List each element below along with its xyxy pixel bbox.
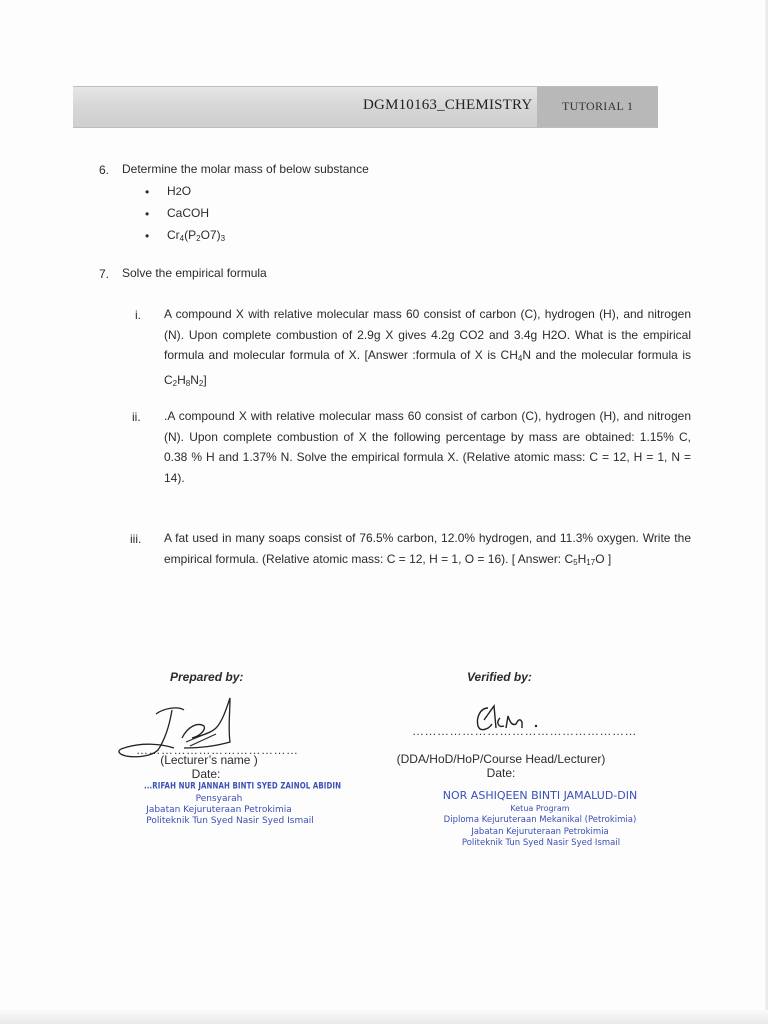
lecturer-stamp-institution: Politeknik Tun Syed Nasir Syed Ismail xyxy=(146,816,314,826)
question-6-text: Determine the molar mass of below substance xyxy=(122,162,369,176)
part-iii-label: iii. xyxy=(130,532,142,546)
verifier-stamp-program: Diploma Kejuruteraan Mekanikal (Petrokimia) xyxy=(443,815,637,825)
lecturer-stamp-title: Pensyarah xyxy=(195,794,243,804)
verifier-stamp-name: NOR ASHIQEEN BINTI JAMALUD-DIN xyxy=(442,789,638,802)
list-bullet: • xyxy=(145,207,150,221)
part-i-text: A compound X with relative molecular mass 60 consist of carbon (C), hydrogen (H), and nitrogen (N). Upon complete combustion of 2.9g X gives 4.2g CO2 and 3.4g H2O. What is the empirical formula and molecular formula of X. [Answer :formula of X is $CH_4N$ and the molecular formula is $C_2H_8N_2$] xyxy=(164,307,691,388)
verified-date-label: Date: xyxy=(486,766,516,780)
substance-chromium-pyrophosphate: $Cr_4(P_2O7)_3$ xyxy=(167,228,226,243)
prepared-date-label: Date: xyxy=(191,767,221,781)
course-code: DGM10163_CHEMISTRY xyxy=(363,97,533,113)
question-7-number: 7. xyxy=(99,267,110,281)
question-7-text: Solve the empirical formula xyxy=(122,266,267,280)
lecturer-stamp-name: ...RIFAH NUR JANNAH BINTI SYED ZAINOL ABIDIN xyxy=(144,781,342,791)
substance-h2o: H2O xyxy=(167,184,192,198)
tutorial-label: TUTORIAL 1 xyxy=(562,99,634,113)
substance-cacoh: CaCOH xyxy=(167,206,210,220)
list-bullet: • xyxy=(145,229,150,243)
page-edge-bottom xyxy=(0,1010,768,1024)
signature-line: ………………………………… xyxy=(136,743,299,757)
verifier-stamp-department: Jabatan Kejuruteraan Petrokimia xyxy=(471,827,609,837)
part-ii-label: ii. xyxy=(132,410,141,424)
list-bullet: • xyxy=(145,185,150,199)
prepared-by-label: Prepared by: xyxy=(170,670,244,684)
signature-line: ……………………………………………… xyxy=(412,724,637,738)
part-ii-text: .A compound X with relative molecular mass 60 consist of carbon (C), hydrogen (H), and nitrogen (N). Upon complete combustion of X the following percentage by mass are obtained: 1.15% C, 0.38 % H and 1.37% N. Solve the empirical formula X. (Relative atomic mass: C = 12, H = 1, N = 14). xyxy=(164,409,691,485)
tutorial-tag xyxy=(537,87,658,127)
verified-by-label: Verified by: xyxy=(467,670,532,684)
verifier-stamp-title: Ketua Program xyxy=(510,804,570,813)
document-header xyxy=(73,86,658,128)
lecturer-stamp-department: Jabatan Kejuruteraan Petrokimia xyxy=(146,805,292,815)
verifier-stamp-institution: Politeknik Tun Syed Nasir Syed Ismail xyxy=(461,838,621,848)
part-i-label: i. xyxy=(135,308,141,322)
question-6-number: 6. xyxy=(99,163,110,177)
lecturer-name-caption: (Lecturer’s name ) xyxy=(160,753,258,767)
part-iii-text: A fat used in many soaps consist of 76.5% carbon, 12.0% hydrogen, and 11.3% oxygen. Write the empirical formula. (Relative atomic mass: C = 12, H = 1, O = 16). [ Answer: $C_5H_{17}O$ ] xyxy=(164,531,691,567)
verifier-role-caption: (DDA/HoD/HoP/Course Head/Lecturer) xyxy=(396,752,606,766)
